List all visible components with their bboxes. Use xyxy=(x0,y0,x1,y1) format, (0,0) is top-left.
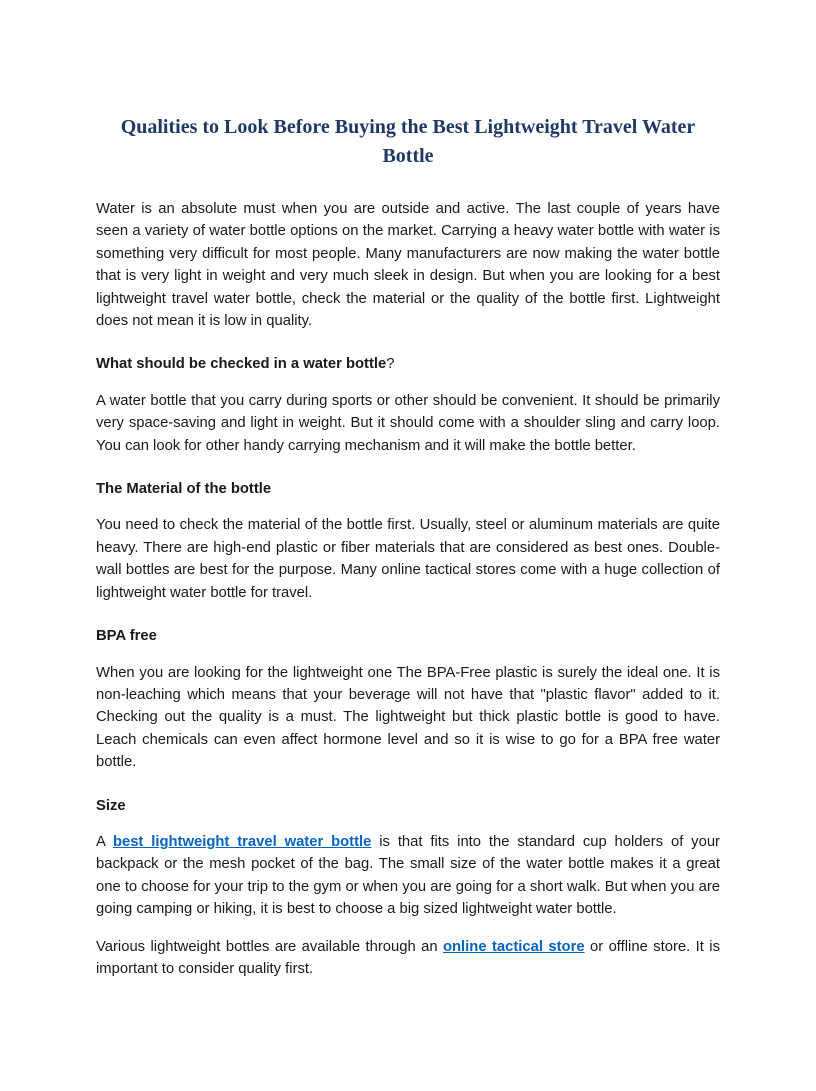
heading-material: The Material of the bottle xyxy=(96,481,272,498)
availability-paragraph xyxy=(96,936,720,981)
checked-paragraph: A water bottle that you carry during sports or other should be convenient. It should be primarily very space-saving and light in weight. But it should come with a shoulder sling and carry loop. You can look for other handy carrying mechanism and it will make the bottle better. xyxy=(96,392,720,454)
online-tactical-store-link[interactable]: online tactical store xyxy=(442,938,585,955)
heading-bpa-free: BPA free xyxy=(96,628,157,645)
text-run: A xyxy=(96,833,113,850)
heading-text: What should be checked in a water bottle xyxy=(96,356,387,373)
document-title: Qualities to Look Before Buying the Best Lightweight Travel Water Bottle xyxy=(120,116,696,167)
heading-what-should-be-checked xyxy=(96,353,720,375)
text-run: Various lightweight bottles are available through an xyxy=(96,938,443,955)
best-lightweight-bottle-link[interactable]: best lightweight travel water bottle xyxy=(112,833,372,850)
heading-question-mark: ? xyxy=(386,356,395,373)
intro-paragraph: Water is an absolute must when you are outside and active. The last couple of years have seen a variety of water bottle options on the market. Carrying a heavy water bottle with water is something very difficult for most people. Many manufacturers are now making the water bottle that is very light in weight and very much sleek in design. But when you are looking for a best lightweight travel water bottle, check the material or the quality of the bottle first. Lightweight does not mean it is low in quality. xyxy=(96,201,720,330)
bpa-paragraph: When you are looking for the lightweight one The BPA-Free plastic is surely the ideal one. It is non-leaching which means that your beverage will not have that "plastic flavor" added to it. Checking out the quality is a must. The lightweight but thick plastic bottle is good to have. Leach chemicals can even affect hormone level and so it is wise to go for a BPA free water bottle. xyxy=(96,664,720,771)
text-run: is that fits into the standard cup holders of your backpack or the mesh pocket of the bag. The small size of the water bottle makes it a great one to choose for your trip to the gym or when you are going for a short walk. But when you are going camping or hiking, it is best to choose a big sized lightweight water bottle. xyxy=(96,833,720,918)
size-paragraph xyxy=(96,831,720,921)
heading-size: Size xyxy=(96,797,126,814)
material-paragraph: You need to check the material of the bottle first. Usually, steel or aluminum materials are quite heavy. There are high-end plastic or fiber materials that are considered as best ones. Double-wall bottles are best for the purpose. Many online tactical stores come with a huge collection of lightweight water bottle for travel. xyxy=(96,517,720,601)
text-run: or offline store. It is important to consider quality first. xyxy=(96,938,720,977)
